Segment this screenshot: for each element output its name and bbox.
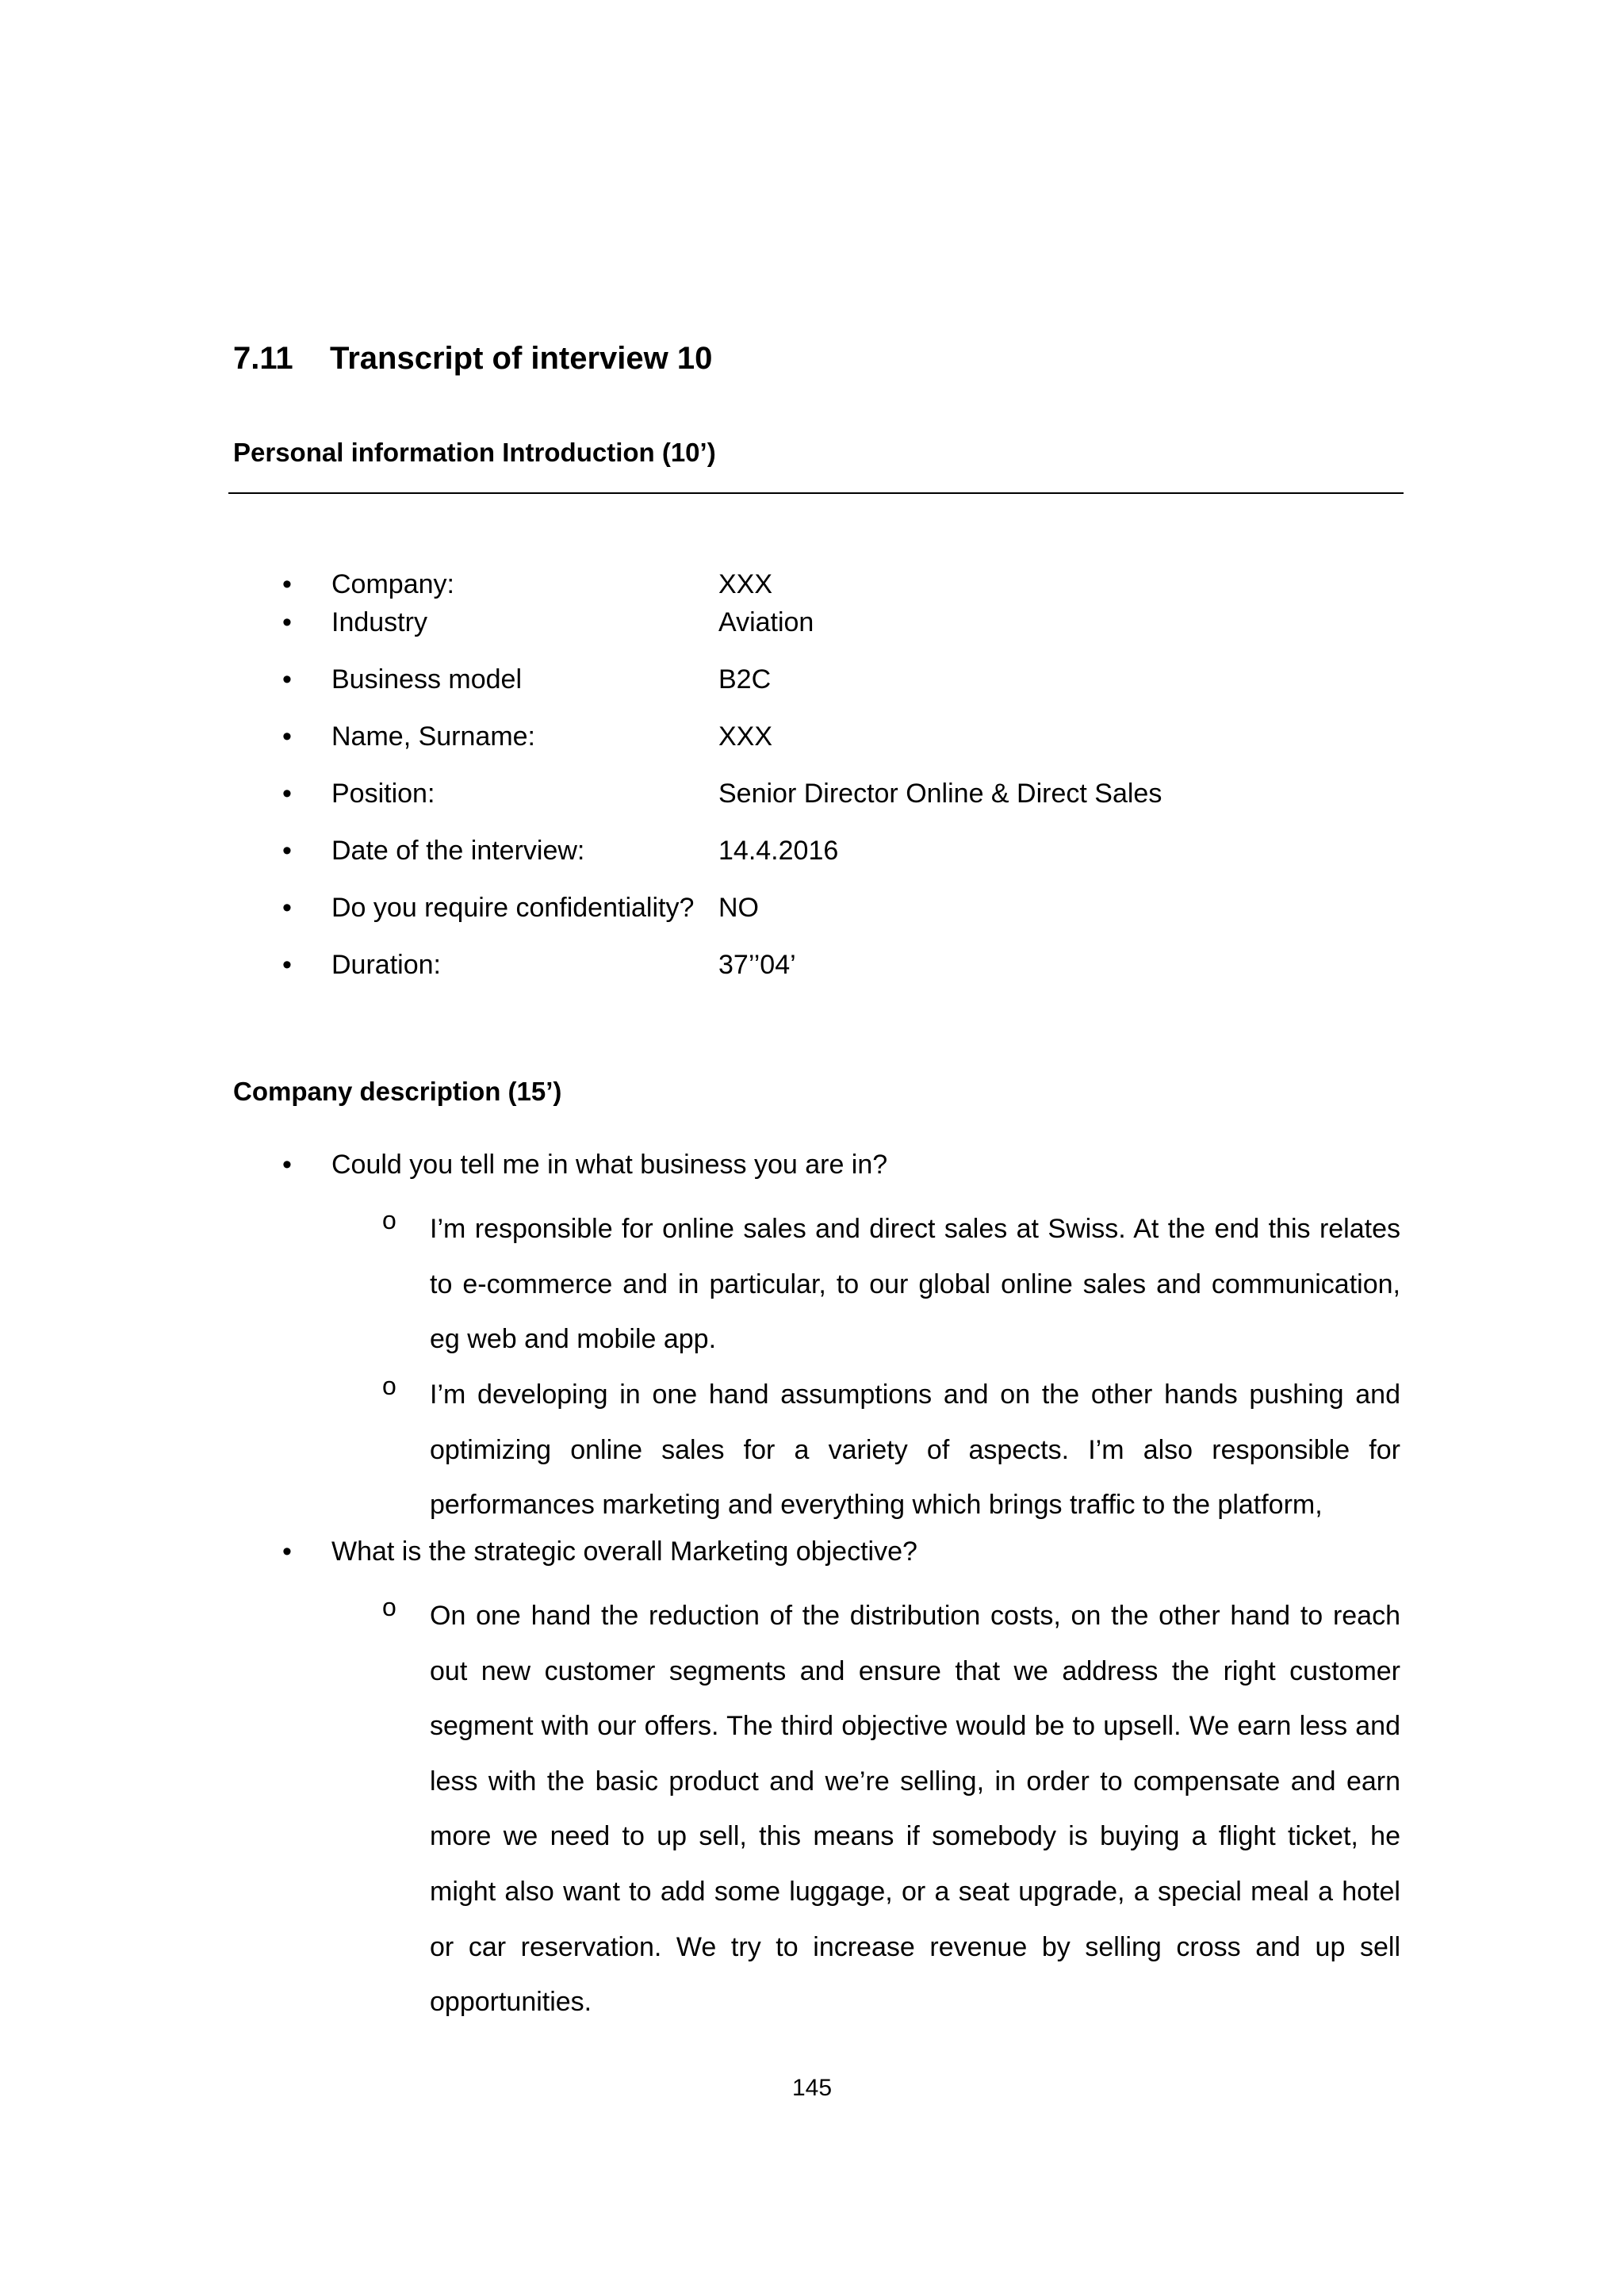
bullet-icon: • — [282, 1150, 292, 1180]
info-label: Date of the interview: — [331, 836, 585, 866]
answer-text: On one hand the reduction of the distribution costs, on the other hand to reach out new customer segments and ensure that we address the right customer segment with our offers. The third objective would be to upsell. We earn less and less with the basic product and we’re selling, in order to compensate and earn more we need to up sell, this means if somebody is buying a flight ticket, he might also want to add some luggage, or a seat upgrade, a special meal a hotel or car reservation. We try to increase revenue by selling cross and up sell opportunities. — [430, 1601, 1400, 2018]
section-title: Transcript of interview 10 — [330, 341, 713, 376]
circle-bullet-icon: o — [382, 1206, 396, 1234]
bullet-icon: • — [282, 893, 292, 923]
section-number: 7.11 — [233, 341, 293, 376]
bullet-icon: • — [282, 664, 292, 695]
section-heading — [233, 336, 712, 381]
info-label: Position: — [331, 779, 435, 809]
bullet-icon: • — [282, 779, 292, 809]
info-label: Duration: — [331, 950, 441, 980]
info-value: B2C — [718, 664, 772, 695]
info-value: XXX — [718, 569, 773, 599]
info-value: 14.4.2016 — [718, 836, 839, 866]
horizontal-rule — [228, 492, 1404, 494]
bullet-icon: • — [282, 721, 292, 752]
answer-text: I’m developing in one hand assumptions and on the other hands pushing and optimizing online sales for a variety of aspects. I’m also responsible for performances marketing and everything which brings traffic to the platform, — [430, 1380, 1400, 1521]
info-label: Company: — [331, 569, 454, 599]
info-label: Name, Surname: — [331, 721, 535, 752]
page-number: 145 — [791, 2075, 833, 2101]
info-value: 37’’04’ — [718, 950, 796, 980]
info-value: NO — [718, 893, 759, 923]
personal-info-heading: Personal information Introduction (10’) — [233, 438, 716, 467]
info-label: Do you require confidentiality? — [331, 893, 695, 923]
info-value: Senior Director Online & Direct Sales — [718, 779, 1162, 809]
bullet-icon: • — [282, 1536, 292, 1567]
info-label: Industry — [331, 607, 427, 637]
circle-bullet-icon: o — [382, 1372, 396, 1400]
info-value: XXX — [718, 721, 773, 752]
question-text: Could you tell me in what business you are in? — [331, 1150, 888, 1180]
info-label: Business model — [331, 664, 523, 695]
circle-bullet-icon: o — [382, 1593, 396, 1621]
bullet-icon: • — [282, 950, 292, 980]
answer-text: I’m responsible for online sales and direct sales at Swiss. At the end this relates to e-commerce and in particular, to our global online sales and communication, eg web and mobile app. — [430, 1214, 1400, 1355]
bullet-icon: • — [282, 569, 292, 599]
question-text: What is the strategic overall Marketing objective? — [331, 1536, 917, 1567]
bullet-icon: • — [282, 607, 292, 637]
bullet-icon: • — [282, 836, 292, 866]
company-description-heading: Company description (15’) — [233, 1077, 562, 1106]
info-value: Aviation — [718, 607, 814, 637]
